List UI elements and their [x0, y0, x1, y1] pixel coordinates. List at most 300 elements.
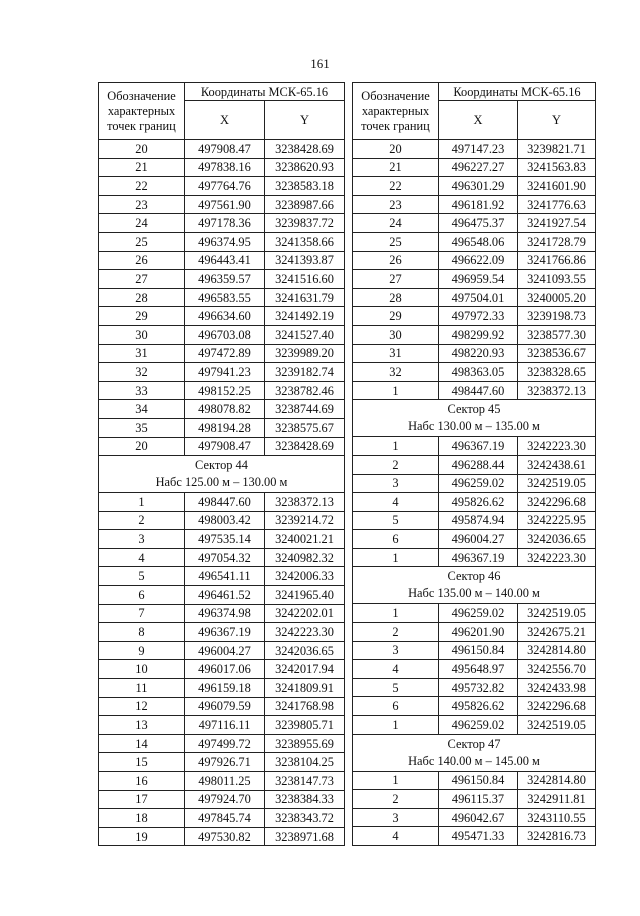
y-coord-cell: 3239182.74: [265, 363, 345, 382]
table-row: [99, 437, 345, 456]
table-row: [353, 381, 596, 400]
y-coord-cell: 3241563.83: [518, 158, 596, 177]
point-id-cell: 12: [99, 697, 185, 716]
table-row: [353, 214, 596, 233]
x-coord-cell: 496622.09: [439, 251, 518, 270]
y-coord-cell: 3242675.21: [518, 623, 596, 642]
table-row: [99, 660, 345, 679]
y-coord-cell: 3240021.21: [265, 530, 345, 549]
x-coord-cell: 498220.93: [439, 344, 518, 363]
y-coord-cell: 3241093.55: [518, 270, 596, 289]
x-coord-cell: 497054.32: [185, 548, 265, 567]
y-coord-cell: 3238971.68: [265, 827, 345, 846]
x-coord-cell: 497116.11: [185, 716, 265, 735]
y-coord-cell: 3238372.13: [518, 381, 596, 400]
y-coord-cell: 3242519.05: [518, 474, 596, 493]
y-coord-cell: 3241965.40: [265, 586, 345, 605]
table-row: [353, 177, 596, 196]
y-coord-cell: 3239198.73: [518, 307, 596, 326]
table-row: [353, 140, 596, 159]
coordinates-table-right: [352, 82, 596, 846]
x-coord-cell: 496583.55: [185, 288, 265, 307]
x-coord-cell: 498447.60: [439, 381, 518, 400]
table-row: [99, 530, 345, 549]
y-coord-cell: 3242814.80: [518, 641, 596, 660]
x-coord-cell: 497908.47: [185, 140, 265, 159]
point-id-cell: 30: [353, 325, 439, 344]
x-coord-cell: 496288.44: [439, 455, 518, 474]
x-coord-cell: 496367.19: [439, 548, 518, 567]
table-row: [99, 195, 345, 214]
table-row: [99, 827, 345, 846]
y-coord-cell: 3238428.69: [265, 140, 345, 159]
y-coord-cell: 3238987.66: [265, 195, 345, 214]
point-id-cell: 17: [99, 790, 185, 809]
point-id-cell: 19: [99, 827, 185, 846]
table-row: [99, 641, 345, 660]
point-id-cell: 13: [99, 716, 185, 735]
point-id-cell: 1: [353, 437, 439, 456]
point-id-cell: 3: [99, 530, 185, 549]
y-coord-cell: 3238104.25: [265, 753, 345, 772]
x-coord-cell: 497535.14: [185, 530, 265, 549]
y-coord-cell: 3238384.33: [265, 790, 345, 809]
y-coord-cell: 3241809.91: [265, 679, 345, 698]
point-id-cell: 1: [353, 604, 439, 623]
x-coord-cell: 496004.27: [185, 641, 265, 660]
y-coord-cell: 3240005.20: [518, 288, 596, 307]
table-row: [99, 381, 345, 400]
x-coord-cell: 496079.59: [185, 697, 265, 716]
sector-title: Сектор 44: [195, 458, 248, 473]
y-coord-cell: 3242202.01: [265, 604, 345, 623]
point-id-cell: 9: [99, 641, 185, 660]
x-coord-cell: 497472.89: [185, 344, 265, 363]
point-id-cell: 11: [99, 679, 185, 698]
sector-row: [353, 400, 596, 437]
designation-header: Обозначение характерных точек границ: [99, 83, 185, 140]
table-row: [99, 697, 345, 716]
table-row: [99, 325, 345, 344]
point-id-cell: 26: [99, 251, 185, 270]
point-id-cell: 1: [353, 716, 439, 735]
x-coord-cell: 497561.90: [185, 195, 265, 214]
point-id-cell: 21: [99, 158, 185, 177]
y-coord-cell: 3241516.60: [265, 270, 345, 289]
sector-height-range: Набс 135.00 м – 140.00 м: [408, 586, 540, 601]
sector-title: Сектор 46: [447, 569, 501, 584]
table-row: [353, 660, 596, 679]
point-id-cell: 6: [353, 530, 439, 549]
point-id-cell: 20: [99, 140, 185, 159]
x-coord-cell: 496443.41: [185, 251, 265, 270]
y-coord-cell: 3242223.30: [518, 437, 596, 456]
x-coord-cell: 496227.27: [439, 158, 518, 177]
x-coord-cell: 495471.33: [439, 827, 518, 846]
point-id-cell: 24: [353, 214, 439, 233]
x-coord-cell: 496461.52: [185, 586, 265, 605]
x-coord-cell: 497972.33: [439, 307, 518, 326]
table-row: [353, 270, 596, 289]
sector-height-range: Набс 130.00 м – 135.00 м: [408, 419, 540, 434]
x-coord-cell: 496959.54: [439, 270, 518, 289]
table-row: [353, 493, 596, 512]
y-coord-cell: 3242296.68: [518, 697, 596, 716]
y-coord-cell: 3238620.93: [265, 158, 345, 177]
y-coord-cell: 3242814.80: [518, 771, 596, 790]
y-coord-cell: 3238428.69: [265, 437, 345, 456]
point-id-cell: 28: [99, 288, 185, 307]
table-row: [353, 251, 596, 270]
x-coord-cell: 495826.62: [439, 493, 518, 512]
point-id-cell: 1: [353, 548, 439, 567]
point-id-cell: 25: [99, 232, 185, 251]
x-coord-cell: 496115.37: [439, 790, 518, 809]
y-coord-cell: 3242017.94: [265, 660, 345, 679]
x-coord-cell: 496201.90: [439, 623, 518, 642]
y-coord-cell: 3238955.69: [265, 734, 345, 753]
point-id-cell: 29: [99, 307, 185, 326]
x-coord-cell: 497941.23: [185, 363, 265, 382]
table-row: [353, 158, 596, 177]
x-coord-cell: 498011.25: [185, 772, 265, 791]
sector-row: [353, 567, 596, 604]
table-row: [99, 809, 345, 828]
point-id-cell: 1: [99, 493, 185, 512]
point-id-cell: 8: [99, 623, 185, 642]
y-coord-cell: 3241631.79: [265, 288, 345, 307]
point-id-cell: 33: [99, 381, 185, 400]
x-coord-cell: 496259.02: [439, 474, 518, 493]
x-coord-cell: 498299.92: [439, 325, 518, 344]
point-id-cell: 32: [353, 363, 439, 382]
sector-heading: [99, 456, 345, 493]
x-coord-cell: 495732.82: [439, 678, 518, 697]
table-row: [353, 437, 596, 456]
table-row: [99, 344, 345, 363]
table-row: [353, 771, 596, 790]
table-header-row: [353, 83, 596, 101]
y-coord-cell: 3242816.73: [518, 827, 596, 846]
y-coord-cell: 3239837.72: [265, 214, 345, 233]
y-coord-cell: 3238782.46: [265, 381, 345, 400]
y-coord-cell: 3242911.81: [518, 790, 596, 809]
point-id-cell: 29: [353, 307, 439, 326]
point-id-cell: 2: [99, 511, 185, 530]
y-coord-cell: 3238147.73: [265, 772, 345, 791]
page-number: 161: [310, 56, 330, 71]
table-row: [99, 288, 345, 307]
table-row: [99, 623, 345, 642]
x-coord-cell: 496042.67: [439, 808, 518, 827]
table-row: [353, 474, 596, 493]
table-row: [99, 251, 345, 270]
y-coord-cell: 3242036.65: [265, 641, 345, 660]
sector-row: [353, 734, 596, 771]
y-coord-cell: 3239214.72: [265, 511, 345, 530]
x-coord-cell: 498078.82: [185, 400, 265, 419]
x-coord-cell: 495648.97: [439, 660, 518, 679]
table-row: [99, 270, 345, 289]
sector-heading: [353, 400, 596, 437]
sector-row: [99, 456, 345, 493]
point-id-cell: 3: [353, 474, 439, 493]
point-id-cell: 6: [353, 697, 439, 716]
table-row: [99, 604, 345, 623]
y-coord-cell: 3238744.69: [265, 400, 345, 419]
y-coord-cell: 3240982.32: [265, 548, 345, 567]
point-id-cell: 6: [99, 586, 185, 605]
y-coord-cell: 3241358.66: [265, 232, 345, 251]
y-header: Y: [518, 101, 596, 140]
point-id-cell: 2: [353, 455, 439, 474]
point-id-cell: 1: [353, 381, 439, 400]
point-id-cell: 16: [99, 772, 185, 791]
table-row: [353, 808, 596, 827]
y-coord-cell: 3238583.18: [265, 177, 345, 196]
table-row: [99, 753, 345, 772]
table-row: [353, 716, 596, 735]
y-coord-cell: 3241766.86: [518, 251, 596, 270]
point-id-cell: 5: [353, 678, 439, 697]
x-coord-cell: 497504.01: [439, 288, 518, 307]
table-row: [353, 344, 596, 363]
table-row: [353, 548, 596, 567]
table-row: [353, 455, 596, 474]
x-coord-cell: 496634.60: [185, 307, 265, 326]
point-id-cell: 32: [99, 363, 185, 382]
table-row: [99, 214, 345, 233]
coords-header: Координаты МСК-65.16: [439, 83, 596, 101]
point-id-cell: 7: [99, 604, 185, 623]
table-row: [353, 307, 596, 326]
table-row: [99, 511, 345, 530]
point-id-cell: 24: [99, 214, 185, 233]
point-id-cell: 2: [353, 790, 439, 809]
table-row: [353, 288, 596, 307]
sector-height-range: Набс 125.00 м – 130.00 м: [155, 475, 288, 490]
y-coord-cell: 3239821.71: [518, 140, 596, 159]
point-id-cell: 20: [99, 437, 185, 456]
x-header: X: [185, 101, 265, 140]
x-coord-cell: 496181.92: [439, 195, 518, 214]
y-coord-cell: 3241393.87: [265, 251, 345, 270]
table-row: [99, 400, 345, 419]
x-coord-cell: 496703.08: [185, 325, 265, 344]
y-coord-cell: 3242438.61: [518, 455, 596, 474]
point-id-cell: 1: [353, 771, 439, 790]
table-row: [99, 734, 345, 753]
point-id-cell: 14: [99, 734, 185, 753]
x-coord-cell: 497178.36: [185, 214, 265, 233]
x-coord-cell: 498152.25: [185, 381, 265, 400]
coordinates-table-left: [98, 82, 345, 846]
table-row: [99, 363, 345, 382]
table-row: [353, 530, 596, 549]
x-coord-cell: 498003.42: [185, 511, 265, 530]
x-coord-cell: 496548.06: [439, 232, 518, 251]
table-row: [99, 140, 345, 159]
point-id-cell: 4: [353, 827, 439, 846]
table-row: [99, 790, 345, 809]
point-id-cell: 35: [99, 418, 185, 437]
point-id-cell: 4: [99, 548, 185, 567]
point-id-cell: 23: [353, 195, 439, 214]
x-coord-cell: 496301.29: [439, 177, 518, 196]
sector-heading: [353, 734, 596, 771]
point-id-cell: 4: [353, 660, 439, 679]
point-id-cell: 4: [353, 493, 439, 512]
sector-title: Сектор 47: [447, 736, 501, 751]
x-header: X: [439, 101, 518, 140]
y-coord-cell: 3242223.30: [265, 623, 345, 642]
point-id-cell: 3: [353, 808, 439, 827]
table-row: [353, 232, 596, 251]
y-coord-cell: 3242223.30: [518, 548, 596, 567]
point-id-cell: 27: [99, 270, 185, 289]
y-coord-cell: 3238328.65: [518, 363, 596, 382]
point-id-cell: 3: [353, 641, 439, 660]
point-id-cell: 2: [353, 623, 439, 642]
x-coord-cell: 496367.19: [185, 623, 265, 642]
x-coord-cell: 498447.60: [185, 493, 265, 512]
coords-header: Координаты МСК-65.16: [185, 83, 345, 101]
point-id-cell: 30: [99, 325, 185, 344]
table-row: [353, 641, 596, 660]
table-row: [353, 363, 596, 382]
point-id-cell: 20: [353, 140, 439, 159]
y-coord-cell: 3241927.54: [518, 214, 596, 233]
x-coord-cell: 498363.05: [439, 363, 518, 382]
table-row: [99, 493, 345, 512]
x-coord-cell: 497845.74: [185, 809, 265, 828]
x-coord-cell: 496150.84: [439, 771, 518, 790]
sector-height-range: Набс 140.00 м – 145.00 м: [408, 753, 540, 768]
x-coord-cell: 497924.70: [185, 790, 265, 809]
y-coord-cell: 3241527.40: [265, 325, 345, 344]
x-coord-cell: 496259.02: [439, 604, 518, 623]
point-id-cell: 26: [353, 251, 439, 270]
x-coord-cell: 496017.06: [185, 660, 265, 679]
point-id-cell: 34: [99, 400, 185, 419]
x-coord-cell: 496359.57: [185, 270, 265, 289]
table-row: [353, 790, 596, 809]
y-coord-cell: 3238343.72: [265, 809, 345, 828]
y-coord-cell: 3238575.67: [265, 418, 345, 437]
table-row: [353, 325, 596, 344]
table-row: [99, 307, 345, 326]
sector-heading: [353, 567, 596, 604]
table-row: [99, 679, 345, 698]
point-id-cell: 21: [353, 158, 439, 177]
table-row: [99, 177, 345, 196]
table-row: [99, 567, 345, 586]
table-header-row: [99, 83, 345, 101]
y-coord-cell: 3241728.79: [518, 232, 596, 251]
y-coord-cell: 3241492.19: [265, 307, 345, 326]
designation-header: Обозначение характерных точек границ: [353, 83, 439, 140]
table-row: [99, 586, 345, 605]
x-coord-cell: 496004.27: [439, 530, 518, 549]
y-coord-cell: 3239805.71: [265, 716, 345, 735]
x-coord-cell: 496475.37: [439, 214, 518, 233]
table-row: [99, 418, 345, 437]
table-row: [99, 716, 345, 735]
point-id-cell: 28: [353, 288, 439, 307]
point-id-cell: 15: [99, 753, 185, 772]
point-id-cell: 22: [353, 177, 439, 196]
x-coord-cell: 496259.02: [439, 716, 518, 735]
y-coord-cell: 3238577.30: [518, 325, 596, 344]
x-coord-cell: 496150.84: [439, 641, 518, 660]
x-coord-cell: 495874.94: [439, 511, 518, 530]
point-id-cell: 5: [353, 511, 439, 530]
sector-title: Сектор 45: [447, 402, 501, 417]
x-coord-cell: 496541.11: [185, 567, 265, 586]
y-coord-cell: 3241776.63: [518, 195, 596, 214]
point-id-cell: 31: [99, 344, 185, 363]
y-coord-cell: 3241601.90: [518, 177, 596, 196]
x-coord-cell: 495826.62: [439, 697, 518, 716]
x-coord-cell: 496374.95: [185, 232, 265, 251]
table-row: [353, 827, 596, 846]
point-id-cell: 25: [353, 232, 439, 251]
y-coord-cell: 3242519.05: [518, 716, 596, 735]
y-coord-cell: 3239989.20: [265, 344, 345, 363]
table-row: [99, 772, 345, 791]
y-coord-cell: 3242006.33: [265, 567, 345, 586]
table-row: [353, 195, 596, 214]
y-coord-cell: 3241768.98: [265, 697, 345, 716]
table-row: [353, 697, 596, 716]
y-coord-cell: 3242519.05: [518, 604, 596, 623]
x-coord-cell: 497147.23: [439, 140, 518, 159]
y-coord-cell: 3238372.13: [265, 493, 345, 512]
table-row: [99, 158, 345, 177]
point-id-cell: 10: [99, 660, 185, 679]
x-coord-cell: 497838.16: [185, 158, 265, 177]
table-row: [353, 623, 596, 642]
y-coord-cell: 3242225.95: [518, 511, 596, 530]
x-coord-cell: 497908.47: [185, 437, 265, 456]
y-coord-cell: 3243110.55: [518, 808, 596, 827]
x-coord-cell: 496159.18: [185, 679, 265, 698]
point-id-cell: 22: [99, 177, 185, 196]
table-row: [99, 232, 345, 251]
x-coord-cell: 497926.71: [185, 753, 265, 772]
y-coord-cell: 3242036.65: [518, 530, 596, 549]
table-row: [353, 678, 596, 697]
point-id-cell: 31: [353, 344, 439, 363]
x-coord-cell: 497499.72: [185, 734, 265, 753]
x-coord-cell: 497530.82: [185, 827, 265, 846]
x-coord-cell: 496374.98: [185, 604, 265, 623]
x-coord-cell: 497764.76: [185, 177, 265, 196]
table-row: [353, 511, 596, 530]
y-coord-cell: 3242433.98: [518, 678, 596, 697]
point-id-cell: 5: [99, 567, 185, 586]
x-coord-cell: 498194.28: [185, 418, 265, 437]
table-row: [353, 604, 596, 623]
y-coord-cell: 3242296.68: [518, 493, 596, 512]
table-row: [99, 548, 345, 567]
y-header: Y: [265, 101, 345, 140]
point-id-cell: 27: [353, 270, 439, 289]
y-coord-cell: 3242556.70: [518, 660, 596, 679]
point-id-cell: 23: [99, 195, 185, 214]
y-coord-cell: 3238536.67: [518, 344, 596, 363]
x-coord-cell: 496367.19: [439, 437, 518, 456]
